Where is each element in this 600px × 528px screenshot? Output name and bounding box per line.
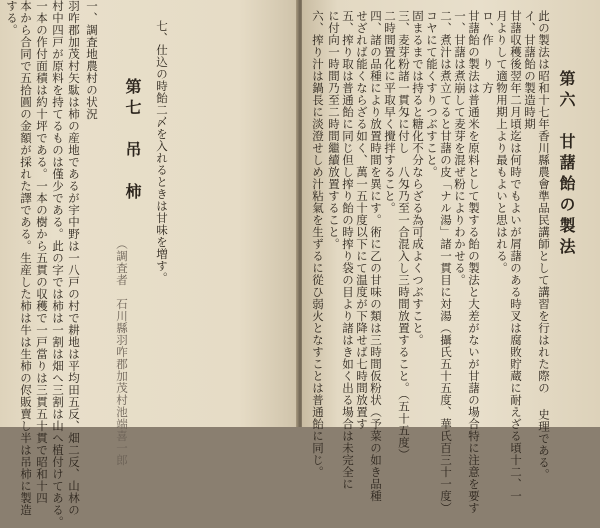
left-edge-text: する。 [5,0,19,36]
right-col-5: ロ、作 り 方 [481,10,495,94]
right-col-11: 三、麦芽粉諸一貫匁に付し 八匁乃至一合混入し三時間放置すること。（五十五度） [397,10,411,461]
right-col-7: 一、甘藷は煮崩して麦芽を混ぜ粉によりわかせる。 [453,10,467,286]
right-col-13: 四、諸の品種により放置時間を異にす。術に乙の甘味の類は三時間仮粉状（予菜の如き品種 [369,10,383,502]
right-col-15: 五、搾り取は普通飴に同じ但し搾り飴の時搾り袋の目より諸はき如く出る場合は未完全に [341,10,355,490]
right-col-3: 甘藷収穫後翌年二月頃迄は何時でもよいが屑藷のある時叉は腐敗貯蔵に耐えざる頃十二、一 [509,10,523,502]
left-col-1: 七、仕込の時飴二〆を入れるときは甘味を増す。 [155,20,169,284]
right-col-1: 此の製法は昭和十七年香川縣農會準品民講師として講習を行はれた際の 史理である。 [537,10,551,481]
left-col-4: 村中四戸が原料を持てるものは僅少である。此の字では柿は一割は畑へ三割は山へ植付けてある。 [51,0,65,528]
left-page [0,0,298,528]
right-col-4: 月よりして適物用期上より最もよいと思はれる。 [495,10,509,274]
right-col-17: 六、搾り汁は鍋長に淡澄せしめ汁粘氣を生ずるに從ひ弱火となすことは普通飴に同じ。 [311,10,325,478]
left-col-5: 一本の作付面積は約十坪である。一本の樹から五貫の収穫で一戸當りは三貫五十貫で昭和十四 [35,0,49,504]
right-col-9: コヤにて能くすりつぶすこと。 [425,10,439,178]
right-col-12: 二時間置化に平取早く攪拌すること。 [383,10,397,214]
left-byline: （調査者 石川縣羽咋郡加茂村池端喜一郎 [115,238,129,466]
right-col-6: 甘藷飴の製法は普通米を原料として製する飴の製法と大差がないが甘藷の場合特に注意を要す [467,10,481,514]
right-col-8: 二、煮汁は煮立てると甘藷の皮「ナル湯」諸一貫目に対湯（攝氏五十五度、華氏百三十一度） [439,10,453,514]
left-section-title: 第七 吊 柿 [123,78,142,204]
right-page [302,0,600,514]
left-col-2: 一、調査地農村の状況 [85,0,99,120]
right-section-title: 第六 甘藷飴の製法 [557,70,576,259]
right-col-16: に付向一時間乃至二時間繼續放置すること。 [327,10,341,250]
left-col-3: 羽咋郡加茂村矢駄は柿の産地であるが宇中野は一八戸の村で耕地は平均田五反、畑二反、山林の [67,0,81,516]
left-col-6: 本から合同で五拾圓の金額が採れた譯である。生産した柿は牛は生柿の侭販賣し半は吊柿に製造 [19,0,33,516]
right-col-14: せざれば能くならざる如く、萬一五十度以下にて温度が下降せば七時間放置す [355,10,369,430]
right-col-10: 固まるまでは持ると糖化不分ならざる為可成よくつぶすこと。 [411,10,425,346]
right-col-2: イ、甘藷飴の製造時期 [523,10,537,130]
